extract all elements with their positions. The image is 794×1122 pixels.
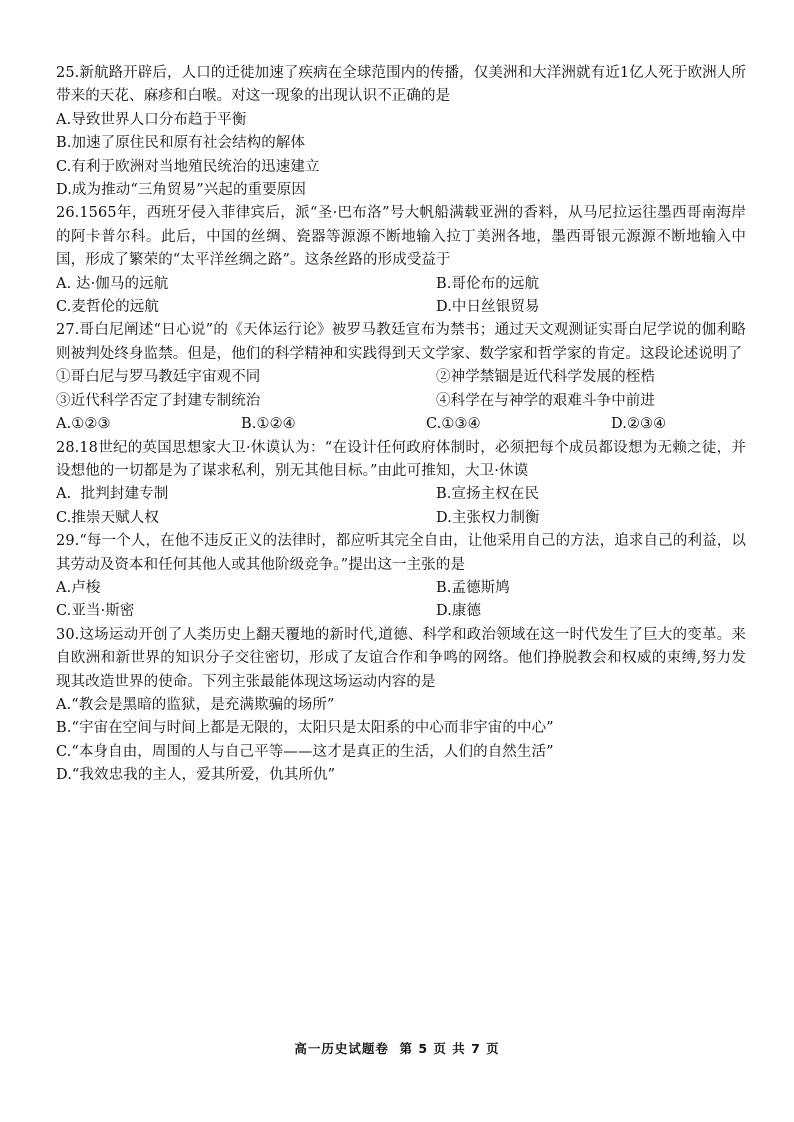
option-d: D.康德 xyxy=(436,603,482,620)
option-b: B.哥伦布的远航 xyxy=(436,275,540,292)
statement-3: ③近代科学否定了封建专制统治 xyxy=(56,392,261,409)
options-row xyxy=(56,296,746,319)
question-stem: 29.“每一个人，在他不违反正义的法律时，都应听其完全自由，让他采用自己的方法，追求自己的利益，以其劳动及资本和任何其他人或其他阶级竞争。”提出这一主张的是 xyxy=(56,533,746,573)
option-a: A.“教会是黑暗的监狱，是充满欺骗的场所” xyxy=(56,696,335,713)
option-c: C.①③④ xyxy=(426,416,481,433)
option-d: D.②③④ xyxy=(611,416,667,433)
option-b: B.宣扬主权在民 xyxy=(436,486,540,503)
statements-row xyxy=(56,366,746,389)
option-c: C.亚当·斯密 xyxy=(56,603,135,620)
option-a: A.导致世界人口分布趋于平衡 xyxy=(56,111,247,128)
options-row xyxy=(56,507,746,530)
page-footer: 高一历史试题卷 第 5 页 共 7 页 xyxy=(294,1041,500,1056)
option-c: C.麦哲伦的远航 xyxy=(56,299,159,316)
option-b: B.加速了原住民和原有社会结构的解体 xyxy=(56,135,306,152)
options-row xyxy=(56,273,746,296)
question-30 xyxy=(56,624,746,788)
question-stem: 26.1565年，西班牙侵入菲律宾后，派“圣·巴布洛”号大帆船满载亚洲的香料，从马尼拉运往墨西哥南海岸的阿卡普尔科。此后，中国的丝绸、瓷器等源源不断地输入拉丁美洲各地，墨西哥银元源源不断地输入中国，形成了繁荣的“太平洋丝绸之路”。这条丝路的形成受益于 xyxy=(56,205,746,269)
option-a: A.卢梭 xyxy=(56,579,101,596)
question-25 xyxy=(56,62,746,202)
options-row xyxy=(56,483,746,506)
option-a: A. 达·伽马的远航 xyxy=(56,275,169,292)
option-a: A. 批判封建专制 xyxy=(56,486,169,503)
question-stem: 25.新航路开辟后，人口的迁徙加速了疾病在全球范围内的传播，仅美洲和大洋洲就有近1亿人死于欧洲人所带来的天花、麻疹和白喉。对这一现象的出现认识不正确的是 xyxy=(56,65,746,105)
statement-2: ②神学禁锢是近代科学发展的桎梏 xyxy=(436,369,655,386)
options-row xyxy=(56,600,746,623)
option-a: A.①②③ xyxy=(56,416,111,433)
option-c: C.“本身自由，周围的人与自己平等——这才是真正的生活，人们的自然生活” xyxy=(56,743,554,760)
statement-4: ④科学在与神学的艰难斗争中前进 xyxy=(436,392,655,409)
option-b: B.孟德斯鸠 xyxy=(436,579,510,596)
options-row xyxy=(56,413,746,436)
question-27 xyxy=(56,319,746,436)
option-d: D.“我效忠我的主人，爱其所爱，仇其所仇” xyxy=(56,767,336,784)
option-d: D.成为推动“三角贸易”兴起的重要原因 xyxy=(56,182,306,199)
questions-body xyxy=(56,62,746,788)
option-b: B.“宇宙在空间与时间上都是无限的，太阳只是太阳系的中心而非宇宙的中心” xyxy=(56,720,554,737)
option-b: B.①②④ xyxy=(241,416,296,433)
option-d: D.中日丝银贸易 xyxy=(436,299,540,316)
question-29 xyxy=(56,530,746,624)
question-stem: 30.这场运动开创了人类历史上翻天覆地的新时代,道德、科学和政治领域在这一时代发生了巨大的变革。来自欧洲和新世界的知识分子交往密切，形成了友谊合作和争鸣的网络。他们挣脱教会和权威的束缚,努力发现其改造世界的使命。下列主张最能体现这场运动内容的是 xyxy=(56,626,746,690)
question-26 xyxy=(56,202,746,319)
option-c: C.有利于欧洲对当地殖民统治的迅速建立 xyxy=(56,158,320,175)
question-28 xyxy=(56,437,746,531)
options-row xyxy=(56,577,746,600)
option-d: D.主张权力制衡 xyxy=(436,509,540,526)
option-c: C.推崇天赋人权 xyxy=(56,509,159,526)
statement-1: ①哥白尼与罗马教廷宇宙观不同 xyxy=(56,369,261,386)
question-stem: 27.哥白尼阐述“日心说”的《天体运行论》被罗马教廷宣布为禁书；通过天文观测证实哥白尼学说的伽利略则被判处终身监禁。但是，他们的科学精神和实践得到天文学家、数学家和哲学家的肯定。这段论述说明了 xyxy=(56,322,746,362)
statements-row xyxy=(56,390,746,413)
question-stem: 28.18世纪的英国思想家大卫·休谟认为：“在设计任何政府体制时，必须把每个成员都设想为无赖之徒，并设想他的一切都是为了谋求私利，别无其他目标。”由此可推知，大卫·休谟 xyxy=(56,439,746,479)
